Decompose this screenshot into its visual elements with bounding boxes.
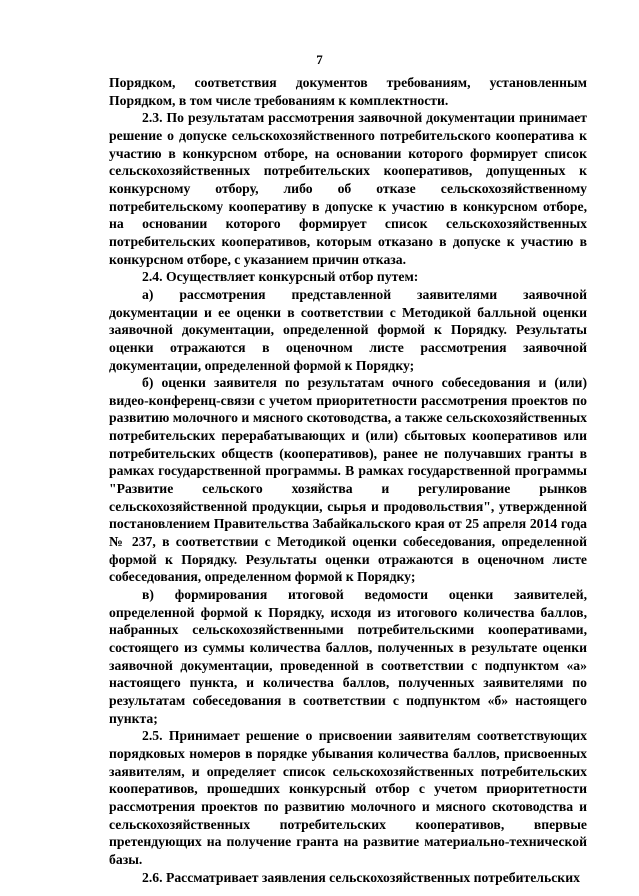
paragraph-2-4: 2.4. Осуществляет конкурсный отбор путем: bbox=[142, 269, 419, 285]
paragraph-2-4-v: в) формирования итоговой ведомости оценки заявителей, определенной формой к Порядку, исходя из итогового количества баллов, набранных сельскохозяйственными потребительскими кооперативами, состоящего из суммы количества баллов, полученных в результате оценки заявочной документации, проведенной в соответствии с подпунктом «а» настоящего пункта, и количества баллов, полученных заявителями по результатам собеседования в соответствии с подпунктом «б» настоящего пункта; bbox=[109, 587, 587, 726]
paragraph-2-3: 2.3. По результатам рассмотрения заявочной документации принимает решение о допуске сельскохозяйственного потребительского кооператива к участию в конкурсном отборе, на основании которого формирует список сельскохозяйственных потребительских кооперативов, допущенных к конкурсному отбору, либо об отказе сельскохозяйственному потребительскому кооперативу в допуске к участию в конкурсном отборе, на основании которого формирует список сельскохозяйственных потребительских кооперативов, которым отказано в допуске к участию в конкурсном отборе, с указанием причин отказа. bbox=[109, 110, 587, 267]
paragraph-2-6: 2.6. Рассматривает заявления сельскохозяйственных потребительских bbox=[142, 869, 580, 885]
page-number: 7 bbox=[316, 52, 323, 67]
paragraph-2-5: 2.5. Принимает решение о присвоении заявителям соответствующих порядковых номеров в порядке убывания количества баллов, присвоенных заявителям, и определяет список сельскохозяйственных потребительских кооперативов, прошедших конкурсный отбор с учетом приоритетности рассмотрения проектов по развитию молочного и мясного скотоводства и сельскохозяйственных потребительских кооперативов, впервые претендующих на получение гранта на развитие материально-технической базы. bbox=[109, 728, 587, 867]
paragraph-continuation: Порядком, соответствия документов требованиям, установленным Порядком, в том числе требованиям к комплектности. bbox=[109, 75, 587, 108]
paragraph-2-4-a: а) рассмотрения представленной заявителями заявочной документации и ее оценки в соответствии с Методикой балльной оценки заявочной документации, определенной формой к Порядку. Результаты оценки отражаются в оценочном листе рассмотрения заявочной документации, определенной формой к Порядку; bbox=[109, 286, 587, 373]
document-body bbox=[109, 74, 587, 886]
paragraph-2-4-b: б) оценки заявителя по результатам очного собеседования и (или) видео-конференц-связи с учетом приоритетности рассмотрения проектов по развитию молочного и мясного скотоводства, а также сельскохозяйственных потребительских перерабатывающих и (или) сбытовых кооперативов или потребительских обществ (кооперативов), ранее не получавших гранты в рамках государственной программы. В рамках государственной программы "Развитие сельского хозяйства и регулирование рынков сельскохозяйственной продукции, сырья и продовольствия", утвержденной постановлением Правительства Забайкальского края от 25 апреля 2014 года № 237, в соответствии с Методикой оценки собеседования, определенной формой к Порядку. Результаты оценки отражаются в оценочном листе собеседования, определенном формой к Порядку; bbox=[109, 375, 587, 585]
